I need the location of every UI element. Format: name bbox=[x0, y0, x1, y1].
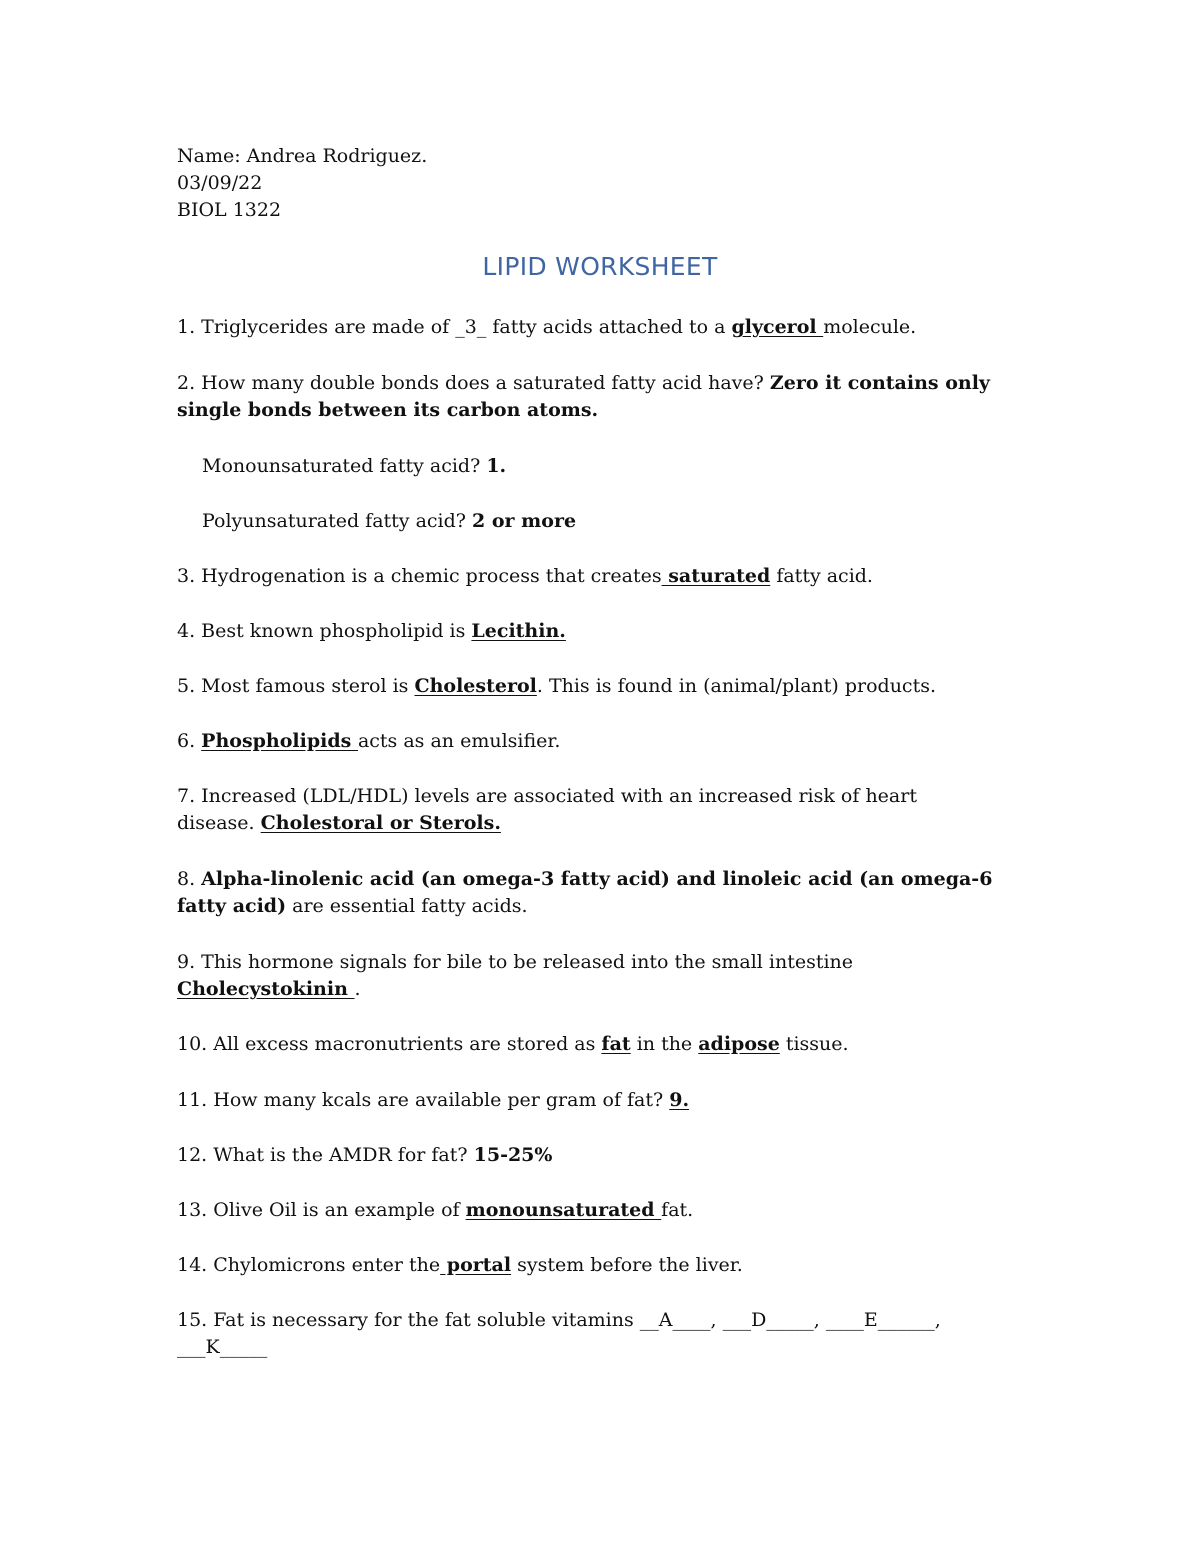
q9-answer: Cholecystokinin bbox=[177, 978, 355, 1000]
q13-answer: monounsaturated bbox=[465, 1199, 662, 1221]
q9-text: 9. This hormone signals for bile to be released into the small intestine bbox=[177, 951, 854, 973]
question-11 bbox=[177, 1087, 1037, 1114]
q12-text: 12. What is the AMDR for fat? bbox=[177, 1144, 474, 1166]
q5-answer: Cholesterol bbox=[414, 675, 537, 697]
q15-text-line2: ___K_____ bbox=[177, 1336, 268, 1358]
q2-mono-text: Monounsaturated fatty acid? bbox=[202, 455, 487, 477]
q10-answer-2: adipose bbox=[698, 1033, 780, 1055]
q1-answer: glycerol bbox=[731, 316, 824, 338]
worksheet-date: 03/09/22 bbox=[177, 172, 263, 194]
course-code: BIOL 1322 bbox=[177, 199, 282, 221]
question-7 bbox=[177, 783, 1037, 837]
q13-text-end: fat. bbox=[661, 1199, 694, 1221]
q12-answer: 15-25% bbox=[473, 1144, 553, 1166]
question-2-poly bbox=[202, 508, 1062, 535]
q7-text: 7. Increased (LDL/HDL) levels are associated with an increased risk of heart bbox=[177, 785, 917, 807]
q5-text-end: . This is found in (animal/plant) products. bbox=[536, 675, 936, 697]
q7-text-line2: disease. bbox=[177, 812, 261, 834]
q8-text: 8. bbox=[177, 868, 202, 890]
q5-text: 5. Most famous sterol is bbox=[177, 675, 415, 697]
question-10 bbox=[177, 1031, 1037, 1058]
q14-answer: portal bbox=[440, 1254, 512, 1276]
question-2-mono bbox=[202, 453, 1062, 480]
question-8 bbox=[177, 866, 1037, 920]
question-15 bbox=[177, 1307, 1037, 1361]
q14-text: 14. Chylomicrons enter the bbox=[177, 1254, 441, 1276]
q10-answer-1: fat bbox=[601, 1033, 631, 1055]
question-14 bbox=[177, 1252, 1037, 1279]
q3-answer: saturated bbox=[661, 565, 771, 587]
question-4 bbox=[177, 618, 1037, 645]
q7-answer: Cholestoral or Sterols. bbox=[260, 812, 501, 834]
question-5 bbox=[177, 673, 1037, 700]
q6-text: 6. bbox=[177, 730, 202, 752]
q4-answer: Lecithin. bbox=[471, 620, 566, 642]
q15-text: 15. Fat is necessary for the fat soluble vitamins __A____, ___D_____, ____E______, bbox=[177, 1309, 941, 1331]
q10-text-end: tissue. bbox=[779, 1033, 849, 1055]
q10-text: 10. All excess macronutrients are stored as bbox=[177, 1033, 602, 1055]
q4-text: 4. Best known phospholipid is bbox=[177, 620, 472, 642]
q8-text-end: are essential fatty acids. bbox=[286, 895, 528, 917]
q11-text: 11. How many kcals are available per gram of fat? bbox=[177, 1089, 670, 1111]
q2-poly-text: Polyunsaturated fatty acid? bbox=[202, 510, 473, 532]
q2-answer-line1: Zero it contains only bbox=[769, 372, 990, 394]
q8-answer-line2: fatty acid) bbox=[177, 895, 287, 917]
question-1 bbox=[177, 314, 1037, 341]
q2-answer-line2: single bonds between its carbon atoms. bbox=[177, 399, 599, 421]
question-2 bbox=[177, 370, 1037, 424]
page-title: LIPID WORKSHEET bbox=[482, 252, 718, 281]
q1-text: 1. Triglycerides are made of _3_ fatty acids attached to a bbox=[177, 316, 732, 338]
q2-mono-answer: 1. bbox=[486, 455, 507, 477]
q2-poly-answer: 2 or more bbox=[472, 510, 577, 532]
q13-text: 13. Olive Oil is an example of bbox=[177, 1199, 466, 1221]
q10-text-mid: in the bbox=[630, 1033, 699, 1055]
q2-text: 2. How many double bonds does a saturated fatty acid have? bbox=[177, 372, 770, 394]
q8-answer-line1: Alpha-linolenic acid (an omega-3 fatty acid) and linoleic acid (an omega-6 bbox=[201, 868, 993, 890]
q3-text-end: fatty acid. bbox=[770, 565, 873, 587]
question-9 bbox=[177, 949, 1037, 1003]
q6-answer: Phospholipids bbox=[201, 730, 358, 752]
question-6 bbox=[177, 728, 1037, 755]
question-13 bbox=[177, 1197, 1037, 1224]
q11-answer: 9. bbox=[669, 1089, 690, 1111]
q1-text-end: molecule. bbox=[823, 316, 917, 338]
student-name: Name: Andrea Rodriguez. bbox=[177, 145, 428, 167]
q6-text-end: acts as an emulsifier. bbox=[357, 730, 561, 752]
q14-text-end: system before the liver. bbox=[511, 1254, 743, 1276]
question-3 bbox=[177, 563, 1037, 590]
q9-text-end: . bbox=[354, 978, 361, 1000]
q3-text: 3. Hydrogenation is a chemic process that creates bbox=[177, 565, 662, 587]
question-12 bbox=[177, 1142, 1037, 1169]
